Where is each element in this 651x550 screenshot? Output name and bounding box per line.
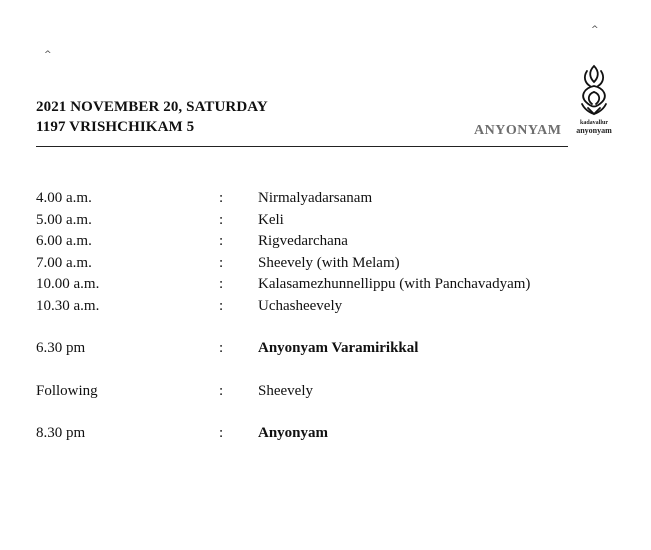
schedule-event: Kalasamezhunnellippu (with Panchavadyam) [258,276,531,292]
brand-name: ANYONYAM [474,123,562,138]
schedule-row [36,423,636,445]
schedule-separator: : [219,276,224,292]
schedule-event: Sheevely [258,382,313,399]
schedule-row [36,274,636,296]
schedule-separator: : [219,297,224,314]
schedule-time: 8.30 pm [36,425,86,441]
schedule-row [36,338,636,360]
schedule-separator: : [219,382,224,399]
schedule-time: 5.00 a.m. [36,211,92,228]
schedule-time: 10.00 a.m. [36,276,100,292]
schedule-time: 7.00 a.m. [36,254,92,271]
schedule-row [36,188,636,210]
schedule-row [36,253,636,275]
schedule-separator: : [219,254,224,271]
schedule-event: Rigvedarchana [258,233,348,249]
corner-mark-right: ^ [591,25,599,35]
schedule-event: Anyonyam Varamirikkal [258,340,419,356]
schedule-row [36,296,636,318]
schedule-event: Keli [258,211,284,228]
schedule-event: Uchasheevely [258,297,343,314]
header-divider [36,146,568,147]
schedule-time: 4.00 a.m. [36,190,92,206]
gregorian-date: 2021 NOVEMBER 20, SATURDAY [36,99,268,115]
flame-lamp-icon [570,62,618,120]
schedule-event: Anyonyam [258,425,329,441]
schedule-row [36,210,636,232]
schedule-row [36,381,636,403]
schedule-row [36,231,636,253]
schedule-list [36,188,636,445]
schedule-time: Following [36,382,98,399]
logo-caption-top: kadavallur [579,120,608,126]
corner-mark-left: ^ [44,50,52,60]
schedule-time: 10.30 a.m. [36,297,100,314]
schedule-separator: : [219,233,224,249]
schedule-time: 6.00 a.m. [36,233,92,249]
schedule-time: 6.30 pm [36,340,86,356]
schedule-event: Sheevely (with Melam) [258,254,400,271]
logo-caption-bottom: anyonyam [576,126,612,135]
anyonyam-logo [570,62,618,138]
schedule-separator: : [219,211,224,228]
schedule-separator: : [219,425,224,441]
malayalam-date: 1197 VRISHCHIKAM 5 [36,119,195,135]
schedule-event: Nirmalyadarsanam [258,190,373,206]
schedule-separator: : [219,190,224,206]
schedule-separator: : [219,340,224,356]
